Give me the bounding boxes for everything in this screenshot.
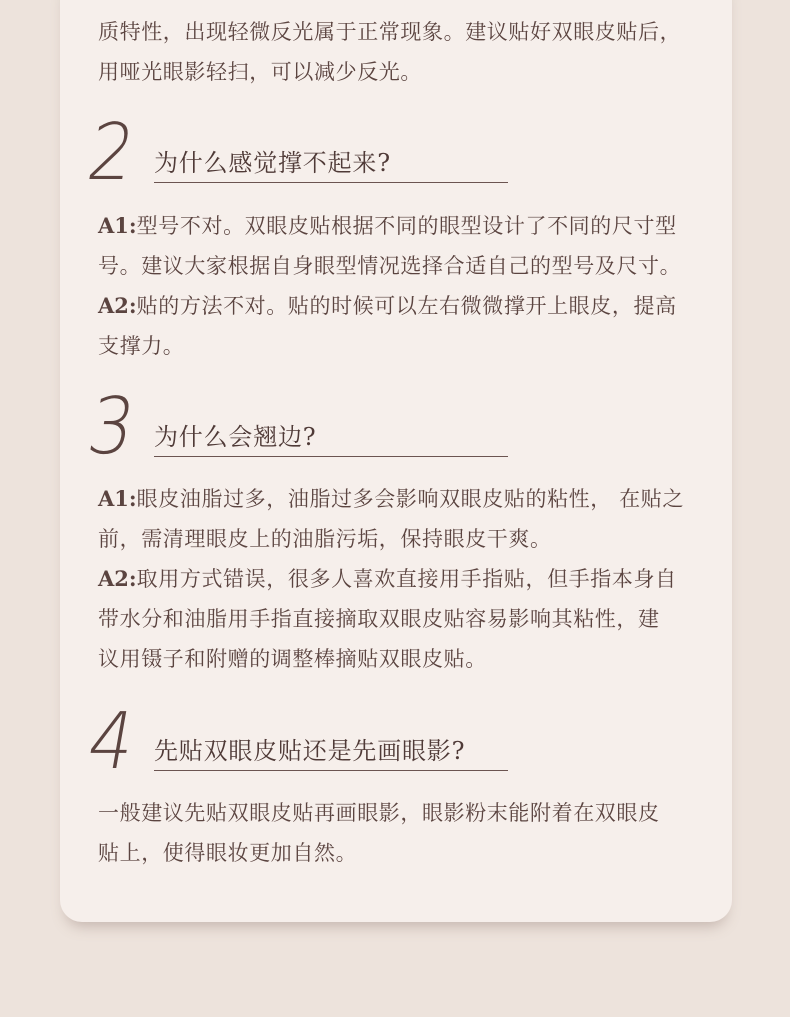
answer-line: 号。建议大家根据自身眼型情况选择合适自己的型号及尺寸。 (98, 254, 682, 278)
section-number: 3 (81, 382, 142, 472)
intro-line: 用哑光眼影轻扫，可以减少反光。 (98, 60, 422, 84)
question-title: 先贴双眼皮贴还是先画眼影? (154, 734, 508, 771)
answer-line: A1:眼皮油脂过多，油脂过多会影响双眼皮贴的粘性， 在贴之 (98, 486, 684, 511)
faq-card (60, 0, 732, 922)
answer-paragraph (98, 206, 710, 366)
answer-line: 议用镊子和附赠的调整棒摘贴双眼皮贴。 (98, 647, 487, 671)
answer-tag: A2: (98, 566, 137, 591)
section-number: 4 (81, 697, 142, 787)
answer-line: A2:取用方式错误，很多人喜欢直接用手指贴，但手指本身自 (98, 566, 677, 591)
question-title: 为什么会翘边? (154, 420, 508, 457)
answer-tag: A1: (98, 486, 137, 511)
answer-line: 一般建议先贴双眼皮贴再画眼影，眼影粉末能附着在双眼皮 (98, 801, 660, 825)
answer-line: 支撑力。 (98, 334, 185, 358)
section-number: 2 (81, 108, 142, 198)
answer-line: 前，需清理眼皮上的油脂污垢，保持眼皮干爽。 (98, 527, 552, 551)
answer-line: A2:贴的方法不对。贴的时候可以左右微微撑开上眼皮，提高 (98, 293, 677, 318)
answer-line: 带水分和油脂用手指直接摘取双眼皮贴容易影响其粘性，建 (98, 607, 660, 631)
intro-line: 质特性，出现轻微反光属于正常现象。建议贴好双眼皮贴后， (98, 20, 682, 44)
question-title: 为什么感觉撑不起来? (154, 146, 508, 183)
answer-line: A1:型号不对。双眼皮贴根据不同的眼型设计了不同的尺寸型 (98, 213, 677, 238)
answer-tag: A2: (98, 293, 137, 318)
intro-paragraph (98, 12, 710, 92)
answer-line: 贴上，使得眼妆更加自然。 (98, 841, 358, 865)
answer-paragraph (98, 793, 710, 873)
answer-tag: A1: (98, 213, 137, 238)
answer-paragraph (98, 479, 710, 679)
